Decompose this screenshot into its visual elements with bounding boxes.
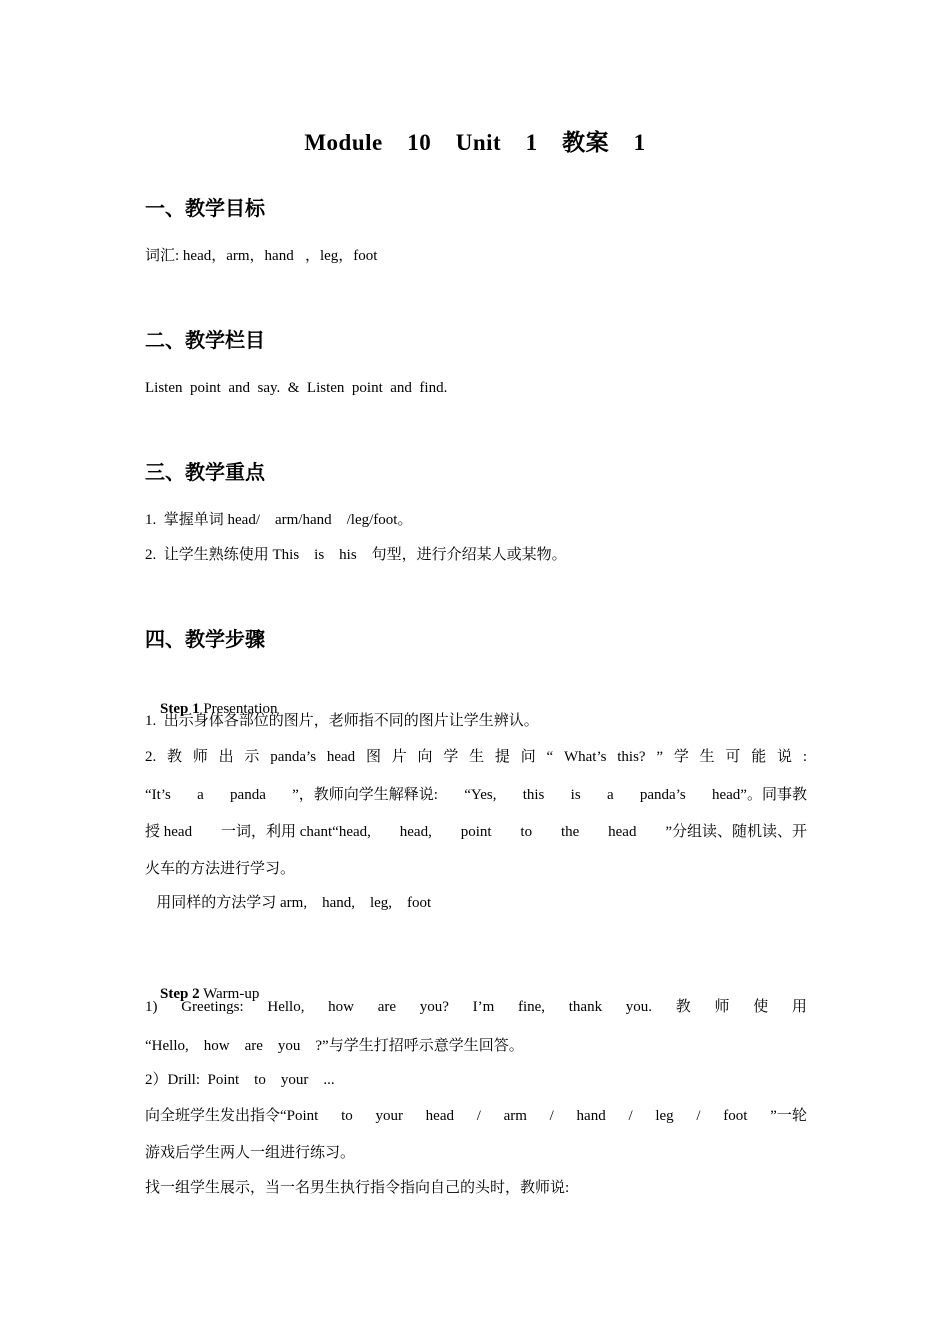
line-token: foot [723, 1108, 748, 1124]
line-token: ”一轮 [770, 1108, 807, 1124]
step1-title [145, 676, 807, 742]
line-token: 示 [244, 749, 260, 765]
line-token: this [522, 787, 545, 803]
line-token: “It’s [145, 787, 171, 803]
line-token: 向全班学生发出指令“Point [145, 1108, 319, 1124]
line-token: ” [656, 749, 664, 765]
step2-line4 [145, 1105, 807, 1127]
line-token: I’m [472, 999, 495, 1015]
line-token: 教 [167, 749, 183, 765]
line-token: arm [503, 1108, 527, 1124]
line-token: : [802, 749, 807, 765]
line-token: are [377, 999, 397, 1015]
vocabulary-line: 词汇: head，arm，hand ，leg，foot [145, 248, 378, 264]
line-token: to [341, 1108, 353, 1124]
line-token: head [326, 749, 356, 765]
step2-line6: 找一组学生展示，当一名男生执行指令指向自己的头时，教师说: [145, 1180, 570, 1196]
line-token: panda [230, 787, 266, 803]
line-token: 授 head [145, 824, 193, 840]
line-token: leg [655, 1108, 674, 1124]
line-token: 问 [520, 749, 536, 765]
line-token: how [328, 999, 355, 1015]
step1-line4 [145, 821, 807, 843]
line-token: Greetings: [181, 999, 244, 1015]
line-token: 1) [145, 999, 158, 1015]
line-token: 提 [494, 749, 510, 765]
key-point-item: 2. 让学生熟练使用 This is his 句型，进行介绍某人或某物。 [145, 547, 567, 563]
step1-line1: 1. 出示身体各部位的图片，老师指不同的图片让学生辨认。 [145, 713, 539, 729]
line-token: head”。同事教 [711, 787, 807, 803]
line-token: is [570, 787, 581, 803]
line-token: 片 [391, 749, 407, 765]
step1-line5: 火车的方法进行学习。 [145, 861, 296, 877]
line-token: / [476, 1108, 481, 1124]
line-token: point [460, 824, 492, 840]
line-token: you. [625, 999, 653, 1015]
line-token: / [696, 1108, 701, 1124]
line-token: ”，教师向学生解释说: [292, 787, 438, 803]
line-token: hand [576, 1108, 606, 1124]
step1-line2 [145, 746, 807, 768]
line-token: “ [546, 749, 554, 765]
line-token: 向 [417, 749, 433, 765]
line-token: the [560, 824, 580, 840]
line-token: ”分组读、随机读、开 [665, 824, 807, 840]
line-token: / [549, 1108, 554, 1124]
heading-key-points: 三、教学重点 [145, 460, 265, 484]
line-token: 师 [192, 749, 208, 765]
step1-name: Presentation [199, 701, 278, 717]
line-token: 一词，利用 chant“head, [220, 824, 371, 840]
step1-line3 [145, 784, 807, 806]
line-token: a [606, 787, 614, 803]
line-token: this? [617, 749, 646, 765]
heading-teaching-goals: 一、教学目标 [145, 196, 265, 220]
line-token: panda’s [270, 749, 317, 765]
line-token: 学 [443, 749, 459, 765]
line-token: panda’s [639, 787, 686, 803]
line-token: 用 [791, 999, 807, 1015]
line-token: head [425, 1108, 454, 1124]
step2-line5: 游戏后学生两人一组进行练习。 [145, 1145, 356, 1161]
step2-label: Step 2 [160, 986, 200, 1002]
line-token: 生 [469, 749, 485, 765]
document-title: Module 10 Unit 1 教案 1 [304, 130, 646, 155]
line-token: 能 [751, 749, 767, 765]
line-token: fine, [517, 999, 546, 1015]
key-point-item: 1. 掌握单词 head/ arm/hand /leg/foot。 [145, 512, 413, 528]
step1-line6: 用同样的方法学习 arm, hand, leg, foot [145, 895, 432, 911]
line-token: 图 [365, 749, 381, 765]
step2-name: Warm-up [199, 986, 260, 1002]
line-token: Hello, [267, 999, 305, 1015]
line-token: 可 [725, 749, 741, 765]
line-token: to [520, 824, 533, 840]
line-token: 2. [145, 749, 157, 765]
step1-label: Step 1 [160, 701, 200, 717]
line-token: “Yes, [464, 787, 497, 803]
line-token: head, [399, 824, 432, 840]
line-token: you? [419, 999, 449, 1015]
line-token: 教 [675, 999, 691, 1015]
step2-line1 [145, 996, 807, 1018]
line-token: your [375, 1108, 403, 1124]
line-token: / [628, 1108, 633, 1124]
heading-teaching-steps: 四、教学步骤 [145, 627, 265, 651]
line-token: 使 [753, 999, 769, 1015]
line-token: head [608, 824, 637, 840]
step2-line2: “Hello, how are you ?”与学生打招呼示意学生回答。 [145, 1038, 524, 1054]
columns-line: Listen point and say. & Listen point and find. [145, 380, 448, 396]
line-token: thank [568, 999, 603, 1015]
line-token: 师 [714, 999, 730, 1015]
heading-teaching-columns: 二、教学栏目 [145, 328, 265, 352]
line-token: 生 [699, 749, 715, 765]
line-token: a [197, 787, 204, 803]
line-token: What’s [563, 749, 607, 765]
line-token: 说 [777, 749, 793, 765]
line-token: 学 [673, 749, 689, 765]
step2-line3: 2）Drill: Point to your ... [145, 1072, 335, 1088]
line-token: 出 [218, 749, 234, 765]
